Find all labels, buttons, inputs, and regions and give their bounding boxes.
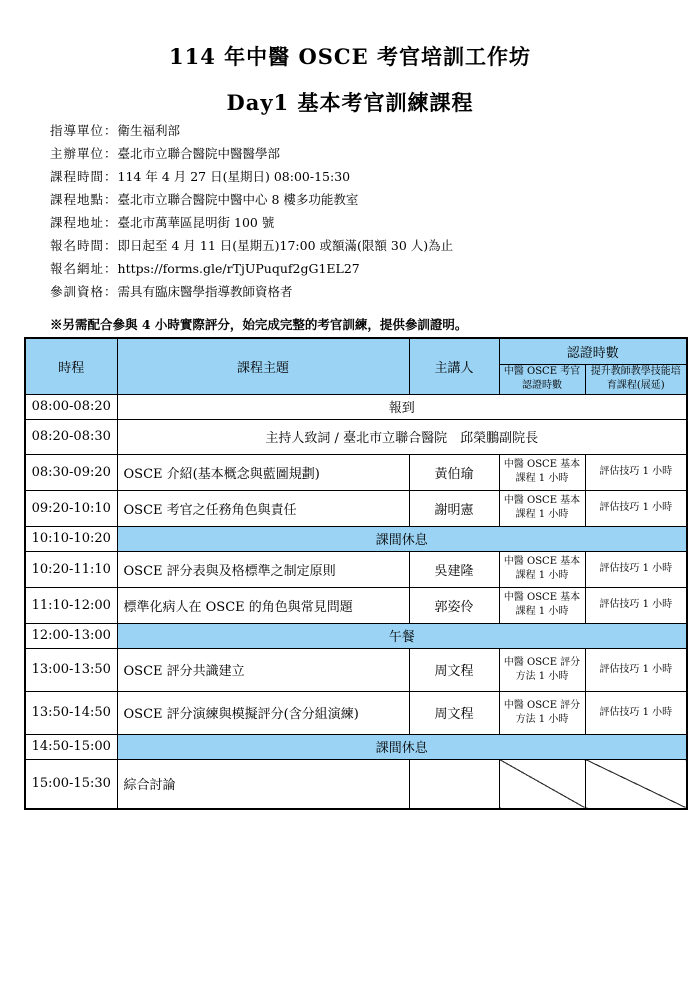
info-row-registration-url: [50, 257, 453, 280]
cert-osce-cell: 中醫 OSCE 基本課程 1 小時: [499, 490, 585, 526]
announcement-cell: 報到: [117, 394, 687, 419]
cert-teaching-cell: 評估技巧 1 小時: [585, 454, 687, 490]
info-row-time: [50, 165, 453, 188]
schedule-row: [25, 454, 687, 490]
schedule-row: [25, 587, 687, 623]
info-label: 報名時間：: [50, 238, 118, 253]
schedule-row: [25, 734, 687, 759]
topic-cell: OSCE 評分共識建立: [117, 648, 409, 691]
info-label: 課程地址：: [50, 215, 118, 230]
info-value: 114 年 4 月 27 日(星期日) 08:00-15:30: [117, 169, 351, 184]
info-row-address: [50, 211, 453, 234]
schedule-row: [25, 691, 687, 734]
note-text: ※另需配合參與 4 小時實際評分，始完成完整的考官訓練，提供參訓證明。: [50, 317, 468, 332]
page-subtitle: Day1 基本考官訓練課程: [226, 90, 474, 115]
schedule-row: [25, 490, 687, 526]
registration-link[interactable]: https://forms.gle/rTjUPuquf2gG1EL27: [117, 261, 360, 276]
cert-osce-cell-empty: [499, 759, 585, 809]
break-cell: 課間休息: [117, 526, 687, 551]
cert-osce-cell: 中醫 OSCE 基本課程 1 小時: [499, 551, 585, 587]
schedule-row: [25, 759, 687, 809]
info-value: 衛生福利部: [117, 123, 181, 138]
info-row-location: [50, 188, 453, 211]
info-label: 課程時間：: [50, 169, 118, 184]
time-cell: 14:50-15:00: [25, 734, 117, 759]
time-cell: 08:20-08:30: [25, 419, 117, 454]
speaker-cell: 吳建隆: [409, 551, 499, 587]
schedule-body: [25, 394, 687, 809]
header-topic: 課程主題: [117, 338, 409, 394]
time-cell: 13:50-14:50: [25, 691, 117, 734]
schedule-row: [25, 623, 687, 648]
info-value: 即日起至 4 月 11 日(星期五)17:00 或額滿(限額 30 人)為止: [117, 238, 454, 253]
schedule-row: [25, 419, 687, 454]
cert-teaching-cell: 評估技巧 1 小時: [585, 691, 687, 734]
header-cert-osce: 中醫 OSCE 考官認證時數: [499, 364, 585, 394]
cert-teaching-cell-empty: [585, 759, 687, 809]
schedule-table: [24, 337, 688, 810]
cert-teaching-cell: 評估技巧 1 小時: [585, 551, 687, 587]
time-cell: 10:20-11:10: [25, 551, 117, 587]
cert-osce-cell: 中醫 OSCE 評分方法 1 小時: [499, 648, 585, 691]
info-row-organizer: [50, 142, 453, 165]
time-cell: 15:00-15:30: [25, 759, 117, 809]
cert-osce-cell: 中醫 OSCE 基本課程 1 小時: [499, 587, 585, 623]
info-row-supervisor: [50, 119, 453, 142]
topic-cell: 綜合討論: [117, 759, 409, 809]
announcement-cell: 主持人致詞 / 臺北市立聯合醫院 邱榮鵬副院長: [117, 419, 687, 454]
cert-osce-cell: 中醫 OSCE 評分方法 1 小時: [499, 691, 585, 734]
header-cert-teaching: 提升教師教學技能培育課程(展延): [585, 364, 687, 394]
break-cell: 午餐: [117, 623, 687, 648]
header-cert-hours: 認證時數: [499, 338, 687, 364]
info-value: 臺北市立聯合醫院中醫中心 8 樓多功能教室: [117, 192, 359, 207]
header-speaker: 主講人: [409, 338, 499, 394]
info-row-registration-time: [50, 234, 453, 257]
speaker-cell: [409, 759, 499, 809]
header-time: 時程: [25, 338, 117, 394]
speaker-cell: 郭姿伶: [409, 587, 499, 623]
break-cell: 課間休息: [117, 734, 687, 759]
speaker-cell: 周文程: [409, 691, 499, 734]
info-label: 課程地點：: [50, 192, 118, 207]
time-cell: 09:20-10:10: [25, 490, 117, 526]
cert-teaching-cell: 評估技巧 1 小時: [585, 648, 687, 691]
speaker-cell: 黃伯瑜: [409, 454, 499, 490]
time-cell: 08:00-08:20: [25, 394, 117, 419]
schedule-row: [25, 526, 687, 551]
schedule-row: [25, 551, 687, 587]
schedule-row: [25, 648, 687, 691]
info-label: 參訓資格：: [50, 284, 118, 299]
info-value: 需具有臨床醫學指導教師資格者: [117, 284, 293, 299]
topic-cell: OSCE 評分表與及格標準之制定原則: [117, 551, 409, 587]
info-label: 指導單位：: [50, 123, 118, 138]
cert-osce-cell: 中醫 OSCE 基本課程 1 小時: [499, 454, 585, 490]
speaker-cell: 周文程: [409, 648, 499, 691]
info-label: 報名網址：: [50, 261, 118, 276]
page-title: 114 年中醫 OSCE 考官培訓工作坊: [169, 44, 531, 69]
topic-cell: OSCE 評分演練與模擬評分(含分組演練): [117, 691, 409, 734]
time-cell: 13:00-13:50: [25, 648, 117, 691]
course-info: [50, 119, 453, 303]
speaker-cell: 謝明憲: [409, 490, 499, 526]
info-value: 臺北市萬華區昆明街 100 號: [117, 215, 275, 230]
cert-teaching-cell: 評估技巧 1 小時: [585, 490, 687, 526]
info-label: 主辦單位：: [50, 146, 118, 161]
time-cell: 10:10-10:20: [25, 526, 117, 551]
topic-cell: OSCE 介紹(基本概念與藍圖規劃): [117, 454, 409, 490]
topic-cell: OSCE 考官之任務角色與責任: [117, 490, 409, 526]
topic-cell: 標準化病人在 OSCE 的角色與常見問題: [117, 587, 409, 623]
time-cell: 08:30-09:20: [25, 454, 117, 490]
info-value: 臺北市立聯合醫院中醫醫學部: [117, 146, 281, 161]
cert-teaching-cell: 評估技巧 1 小時: [585, 587, 687, 623]
schedule-row: [25, 394, 687, 419]
time-cell: 12:00-13:00: [25, 623, 117, 648]
time-cell: 11:10-12:00: [25, 587, 117, 623]
info-row-eligibility: [50, 280, 453, 303]
